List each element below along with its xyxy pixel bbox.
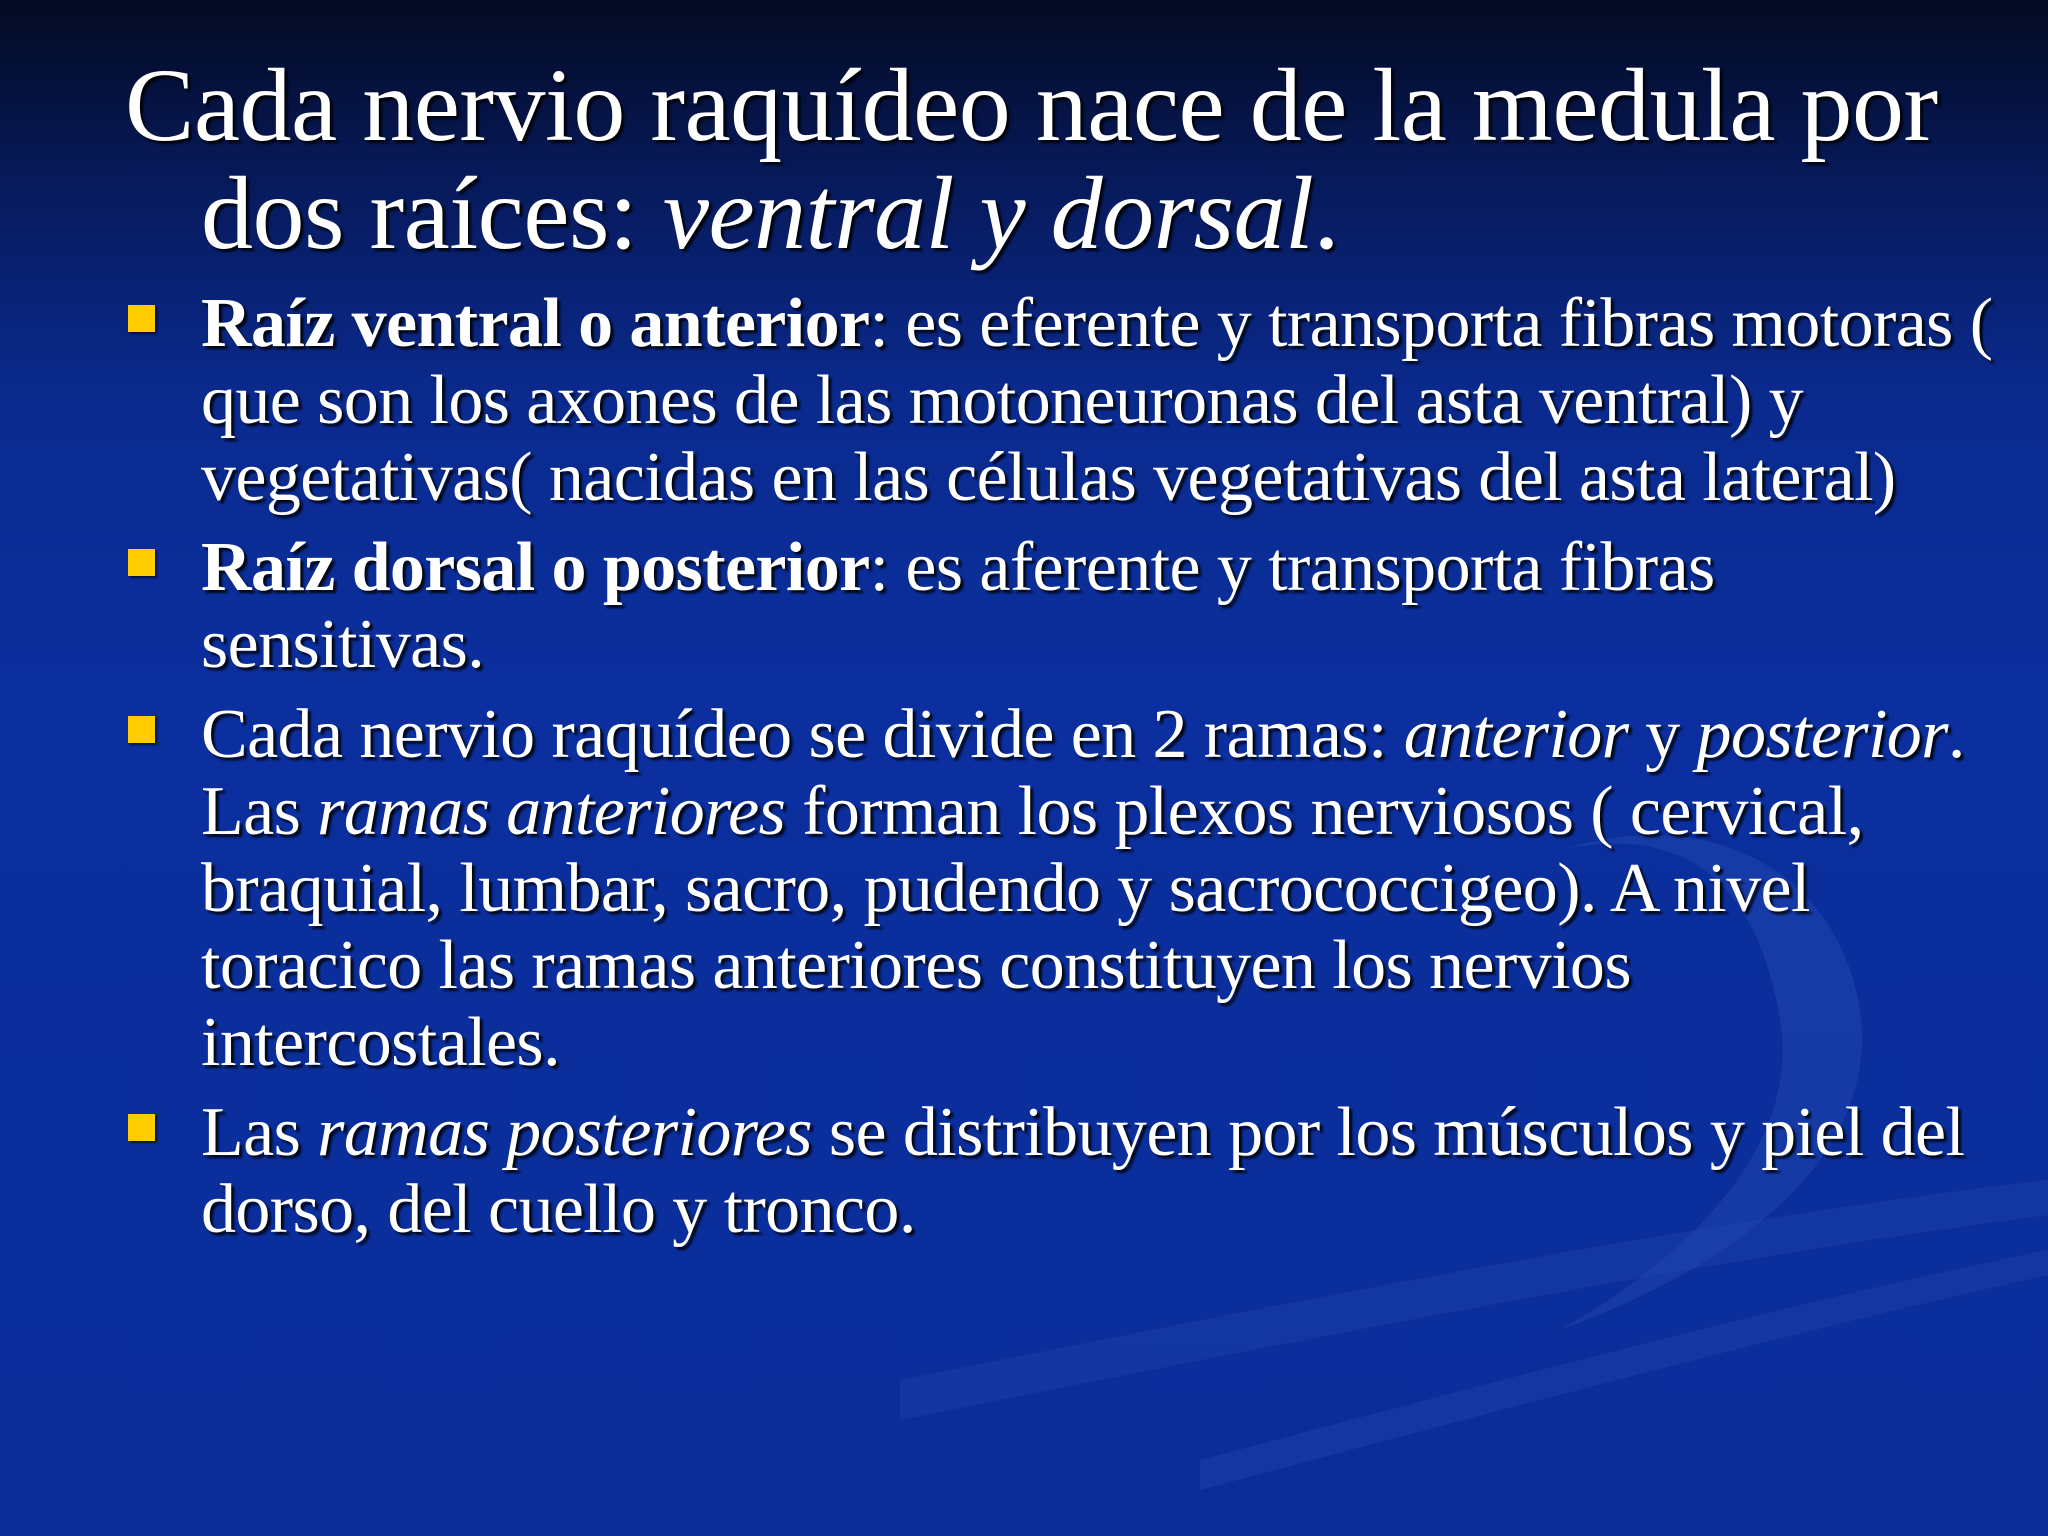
bullet-italic: ramas anteriores <box>317 773 786 850</box>
title-end: . <box>1313 156 1339 271</box>
bullet-text: se distribuyen por los músculos y piel del dorso, del cuello y tronco. <box>201 1094 1965 1248</box>
bullet-text: Cada nervio raquídeo se divide en 2 ramas: <box>201 696 1404 773</box>
bullet-bold: Raíz dorsal o posterior <box>201 529 870 606</box>
bullet-item <box>125 696 2005 1081</box>
bullet-text: y <box>1628 696 1697 773</box>
bullet-item <box>125 529 2005 683</box>
bullet-text: : es aferente y transporta fibras sensitivas. <box>201 529 1715 683</box>
bullet-text: : es eferente y transporta fibras motoras ( que son los axones de las motoneuronas del asta ventral) y vegetativas( nacidas en las células vegetativas del asta lateral) <box>201 285 1993 516</box>
bullet-text: Las <box>201 1094 318 1171</box>
title-text: Cada nervio raquídeo nace de la medula por dos raíces: <box>125 48 1938 271</box>
bullet-italic: ramas posteriores <box>317 1094 812 1171</box>
bullet-italic: posterior <box>1696 696 1948 773</box>
slide-title <box>125 48 2048 271</box>
title-italic: ventral y dorsal <box>662 156 1314 271</box>
bullet-item <box>125 1094 2005 1248</box>
square-bullet-icon <box>128 1114 155 1141</box>
square-bullet-icon <box>128 716 155 743</box>
bullet-text: forman los plexos nerviosos ( cervical, braquial, lumbar, sacro, pudendo y sacrococcigeo). A nivel toracico las ramas anteriores constituyen los nervios intercostales. <box>201 773 1864 1081</box>
bullet-text: . Las <box>201 696 1965 850</box>
bullet-list <box>125 285 2005 1261</box>
bullet-italic: anterior <box>1403 696 1629 773</box>
bullet-bold: Raíz ventral o anterior <box>201 285 870 362</box>
bullet-item <box>125 285 2005 516</box>
square-bullet-icon <box>128 305 155 332</box>
square-bullet-icon <box>128 549 155 576</box>
